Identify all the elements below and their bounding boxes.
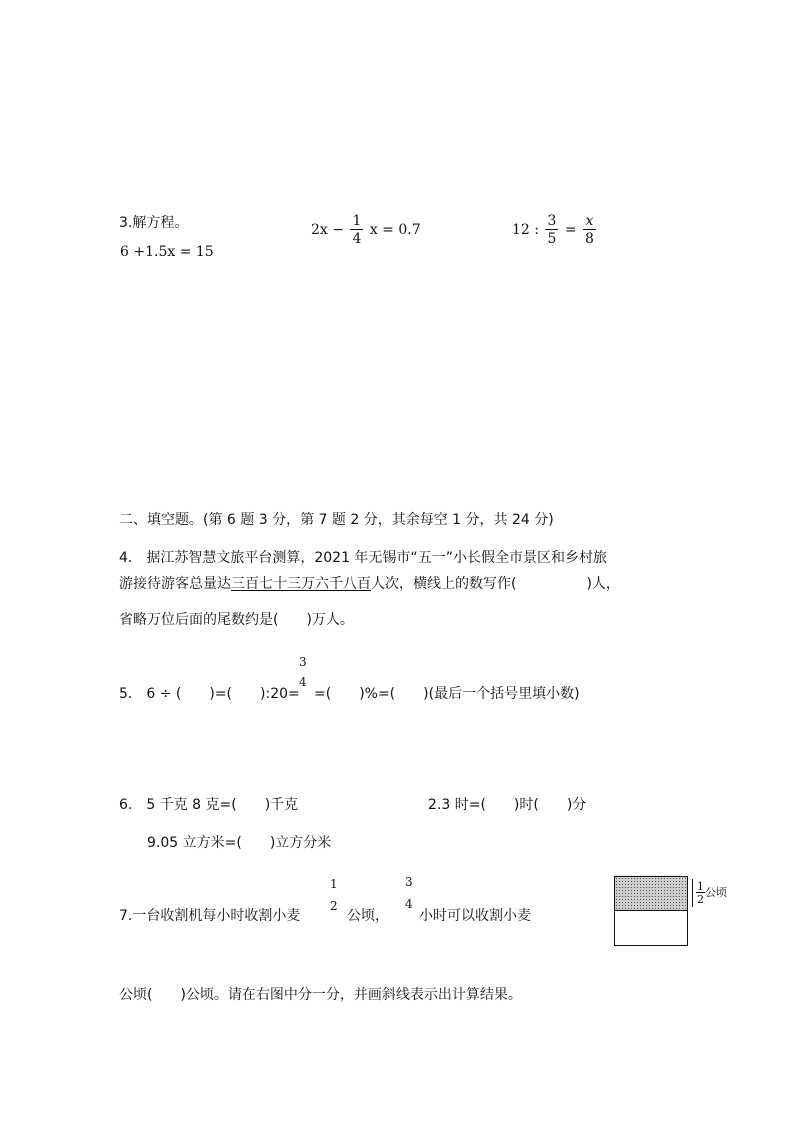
q7-mid: 公顷， bbox=[347, 908, 389, 924]
q5-pre: 5. 6 ÷ ( )=( ):20= bbox=[119, 686, 300, 702]
q3-equation-3 bbox=[512, 214, 598, 246]
field-diagram bbox=[614, 876, 688, 946]
eq3-fraction-2 bbox=[583, 214, 596, 246]
q4-line2-post: 人次，横线上的数写作( )人， bbox=[371, 576, 620, 592]
q5-post: =( )%=( )(最后一个括号里填小数) bbox=[314, 686, 580, 702]
q7-frac2-den: 4 bbox=[405, 897, 413, 911]
q6-part-b: 2.3 时=( )时( )分 bbox=[428, 797, 587, 813]
eq2-fraction bbox=[350, 214, 363, 246]
q7-fraction-2 bbox=[405, 876, 413, 910]
q7-post: 小时可以收割小麦 bbox=[419, 908, 531, 924]
q7-frac1-den: 2 bbox=[330, 899, 338, 913]
eq3-frac2-num: x bbox=[583, 214, 596, 230]
diagram-label bbox=[696, 881, 727, 905]
q4-line-1: 4. 据江苏智慧文旅平台测算，2021 年无锡市“五一”小长假全市景区和乡村旅 bbox=[119, 550, 607, 566]
eq3-frac2-den: 8 bbox=[585, 231, 594, 247]
eq2-frac-num: 1 bbox=[352, 213, 362, 229]
diagram-label-unit: 公顷 bbox=[705, 886, 727, 899]
eq3-equals: = bbox=[564, 222, 577, 238]
eq3-frac1-den: 5 bbox=[547, 231, 557, 247]
diagram-label-fraction bbox=[696, 881, 705, 905]
q3-title: 3.解方程。 bbox=[119, 215, 189, 231]
q5-frac-den: 4 bbox=[299, 675, 307, 689]
shaded-half bbox=[615, 877, 687, 911]
q6-part-c: 9.05 立方米=( )立方分米 bbox=[147, 835, 332, 851]
q6-part-a: 6. 5 千克 8 克=( )千克 bbox=[119, 797, 299, 813]
q5-frac-num: 3 bbox=[299, 655, 307, 669]
diagram-label-den: 2 bbox=[697, 893, 704, 906]
q7-line-2: 公顷( )公顷。请在右图中分一分，并画斜线表示出计算结果。 bbox=[119, 987, 522, 1003]
q4-line-2 bbox=[119, 573, 620, 593]
q3-equation-1: 6 +1.5x = 15 bbox=[120, 244, 214, 260]
q3-equation-2 bbox=[311, 214, 421, 246]
eq2-tail: x = 0.7 bbox=[369, 222, 421, 238]
eq3-frac1-num: 3 bbox=[547, 213, 557, 229]
diagram-label-num: 1 bbox=[697, 880, 704, 893]
q7-pre: 7.一台收割机每小时收割小麦 bbox=[119, 908, 301, 924]
q4-line2-pre: 游接待游客总量达 bbox=[119, 576, 231, 592]
eq3-lead: 12 : bbox=[512, 222, 539, 238]
q7-frac1-num: 1 bbox=[330, 877, 338, 891]
q5-fraction bbox=[299, 656, 307, 688]
section2-heading: 二、填空题。(第 6 题 3 分，第 7 题 2 分，其余每空 1 分，共 24 分) bbox=[119, 512, 554, 528]
eq2-frac-den: 4 bbox=[352, 231, 362, 247]
q4-underlined-number: 三百七十三万六千八百 bbox=[231, 576, 371, 592]
eq2-lead: 2x − bbox=[311, 222, 344, 238]
q7-fraction-1 bbox=[330, 878, 338, 912]
q7-frac2-num: 3 bbox=[405, 875, 413, 889]
q4-line-3: 省略万位后面的尾数约是( )万人。 bbox=[119, 612, 354, 628]
eq3-fraction-1 bbox=[545, 214, 558, 246]
